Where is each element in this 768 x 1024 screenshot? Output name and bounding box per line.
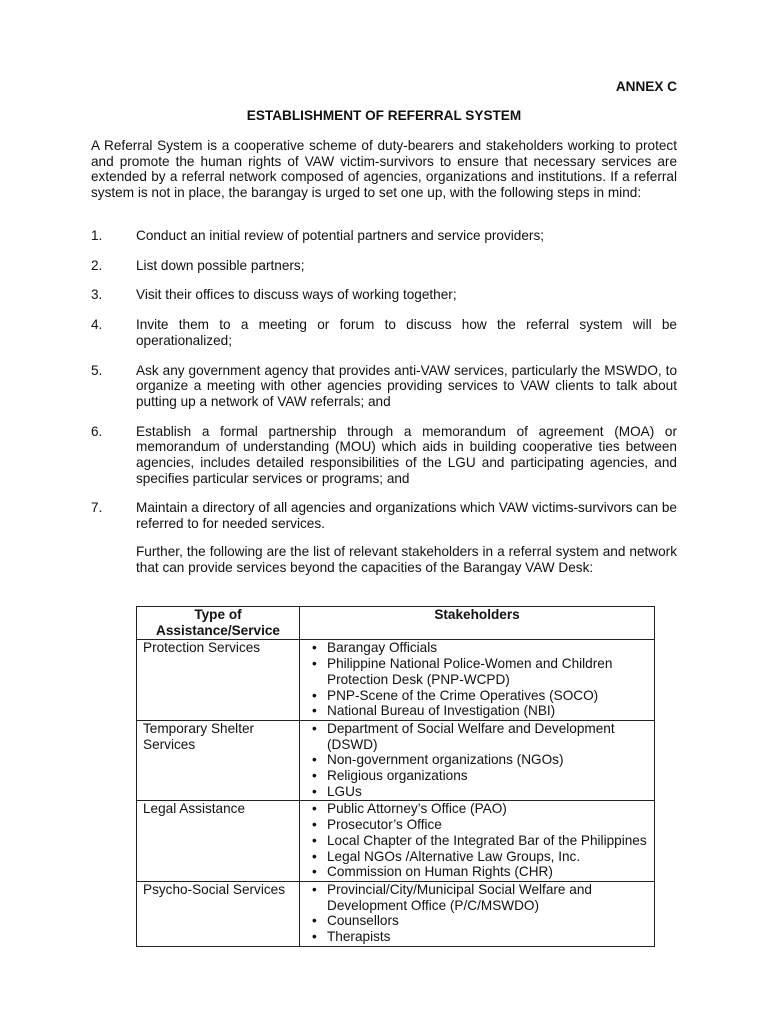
step-text: Ask any government agency that provides anti-VAW services, particularly the MSWDO, to organize a meeting with other agencies providing services to VAW clients to talk about putting up a network of VAW referrals; and [136, 362, 677, 409]
list-item: • LGUs [306, 784, 648, 800]
stakeholder-list [306, 721, 648, 800]
list-item: • National Bureau of Investigation (NBI) [306, 703, 648, 719]
list-item: • Philippine National Police-Women and Children Protection Desk (PNP-WCPD) [306, 656, 648, 687]
steps-list [91, 228, 677, 546]
step-item [91, 317, 677, 348]
table-row [137, 801, 655, 882]
stakeholder-list [306, 882, 648, 945]
list-item: • Department of Social Welfare and Development (DSWD) [306, 721, 648, 752]
step-item [91, 424, 677, 487]
table-row [137, 720, 655, 801]
step-text: List down possible partners; [136, 257, 305, 273]
header-stakeholders: Stakeholders [300, 607, 655, 640]
list-item: • Public Attorney’s Office (PAO) [306, 801, 648, 817]
list-item: • Local Chapter of the Integrated Bar of the Philippines [306, 833, 648, 849]
list-item: • Barangay Officials [306, 640, 648, 656]
intro-paragraph: A Referral System is a cooperative scheme of duty-bearers and stakeholders working to protect and promote the human rights of VAW victim-survivors to ensure that necessary services are extended by a referral network composed of agencies, organizations and institutions. If a referral system is not in place, the barangay is urged to set one up, with the following steps in mind: [91, 138, 677, 201]
row-type: Protection Services [137, 640, 300, 721]
list-item: • PNP-Scene of the Crime Operatives (SOCO) [306, 688, 648, 704]
step-text: Visit their offices to discuss ways of working together; [136, 287, 457, 303]
step-text: Conduct an initial review of potential partners and service providers; [136, 228, 545, 243]
stakeholders-table [136, 606, 655, 947]
step-item [91, 363, 677, 410]
step-text: Establish a formal partnership through a memorandum of agreement (MOA) or memorandum of understanding (MOU) which aids in building cooperative ties between agencies, includes detailed responsibilities of the LGU and participating agencies, and specifies particular services or programs; and [136, 423, 677, 486]
row-type: Temporary Shelter Services [137, 720, 300, 801]
step-number: 6. [91, 423, 103, 439]
step-item [91, 258, 677, 274]
row-stakeholders [300, 801, 655, 882]
step-item [91, 287, 677, 303]
step-item [91, 500, 677, 531]
header-type: Type of Assistance/Service [137, 607, 300, 640]
table-header-row [137, 607, 655, 640]
step-text: Invite them to a meeting or forum to discuss how the referral system will be operationalized; [136, 317, 677, 348]
row-stakeholders [300, 881, 655, 946]
list-item: • Religious organizations [306, 768, 648, 784]
stakeholder-list [306, 640, 648, 719]
list-item: • Therapists [306, 929, 648, 945]
row-type: Legal Assistance [137, 801, 300, 882]
list-item: • Counsellors [306, 913, 648, 929]
step-number: 3. [91, 287, 103, 303]
annex-label: ANNEX C [615, 79, 677, 94]
list-item: • Provincial/City/Municipal Social Welfare and Development Office (P/C/MSWDO) [306, 882, 648, 913]
table-row [137, 640, 655, 721]
step-number: 7. [91, 500, 103, 516]
list-item: • Commission on Human Rights (CHR) [306, 864, 648, 880]
table-row [137, 881, 655, 946]
step-number: 5. [91, 362, 103, 378]
document-title: ESTABLISHMENT OF REFERRAL SYSTEM [246, 108, 522, 123]
row-stakeholders [300, 720, 655, 801]
list-item: • Prosecutor’s Office [306, 817, 648, 833]
row-type: Psycho-Social Services [137, 881, 300, 946]
step-number: 4. [91, 317, 103, 333]
list-item: • Legal NGOs /Alternative Law Groups, Inc. [306, 849, 648, 865]
stakeholder-list [306, 801, 648, 880]
step-text: Maintain a directory of all agencies and organizations which VAW victims-survivors can be referred to for needed services. [136, 500, 677, 532]
list-item: • Non-government organizations (NGOs) [306, 752, 648, 768]
further-paragraph: Further, the following are the list of relevant stakeholders in a referral system and network that can provide services beyond the capacities of the Barangay VAW Desk: [136, 544, 677, 575]
row-stakeholders [300, 640, 655, 721]
step-item [91, 228, 677, 244]
step-number: 1. [91, 228, 103, 243]
step-number: 2. [91, 257, 103, 273]
